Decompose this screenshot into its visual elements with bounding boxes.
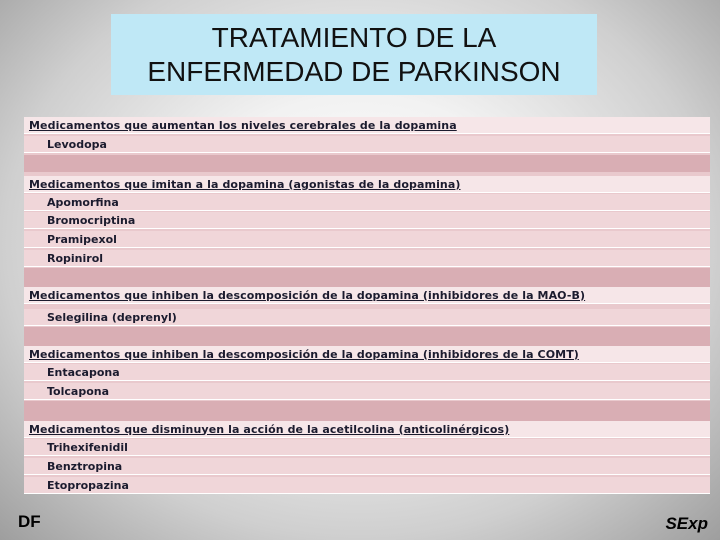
- group-header-comt-inhibitors: Medicamentos que inhiben la descomposición de la dopamina (inhibidores de la COMT): [24, 346, 710, 363]
- group-header-dopamine-agonists: Medicamentos que imitan a la dopamina (agonistas de la dopamina): [24, 176, 710, 193]
- slide-title: [111, 14, 597, 95]
- group-header-anticholinergics: Medicamentos que disminuyen la acción de la acetilcolina (anticolinérgicos): [24, 421, 710, 438]
- row-divider: [24, 155, 710, 172]
- row-divider: [24, 327, 710, 346]
- footer-left-label: DF: [18, 512, 41, 531]
- list-item: Benztropina: [24, 458, 710, 475]
- list-item: Ropinirol: [24, 250, 710, 267]
- list-item: Levodopa: [24, 136, 710, 153]
- list-item: Trihexifenidil: [24, 439, 710, 456]
- list-item: Bromocriptina: [24, 212, 710, 229]
- list-item: Selegilina (deprenyl): [24, 309, 710, 326]
- list-item: Etopropazina: [24, 477, 710, 494]
- list-item: Entacapona: [24, 364, 710, 381]
- slide-title-line-2: ENFERMEDAD DE PARKINSON: [147, 55, 561, 87]
- list-item: Tolcapona: [24, 383, 710, 400]
- row-divider: [24, 268, 710, 287]
- slide-title-line-1: TRATAMIENTO DE LA: [211, 21, 497, 53]
- row-divider: [24, 401, 710, 421]
- list-item: Pramipexol: [24, 231, 710, 248]
- medication-table: [24, 117, 710, 494]
- group-header-dopamine-levels: Medicamentos que aumentan los niveles cerebrales de la dopamina: [24, 117, 710, 134]
- group-header-mao-b-inhibitors: Medicamentos que inhiben la descomposición de la dopamina (inhibidores de la MAO-B): [24, 287, 710, 304]
- list-item: Apomorfina: [24, 194, 710, 211]
- footer-right-label: SExp: [665, 514, 708, 533]
